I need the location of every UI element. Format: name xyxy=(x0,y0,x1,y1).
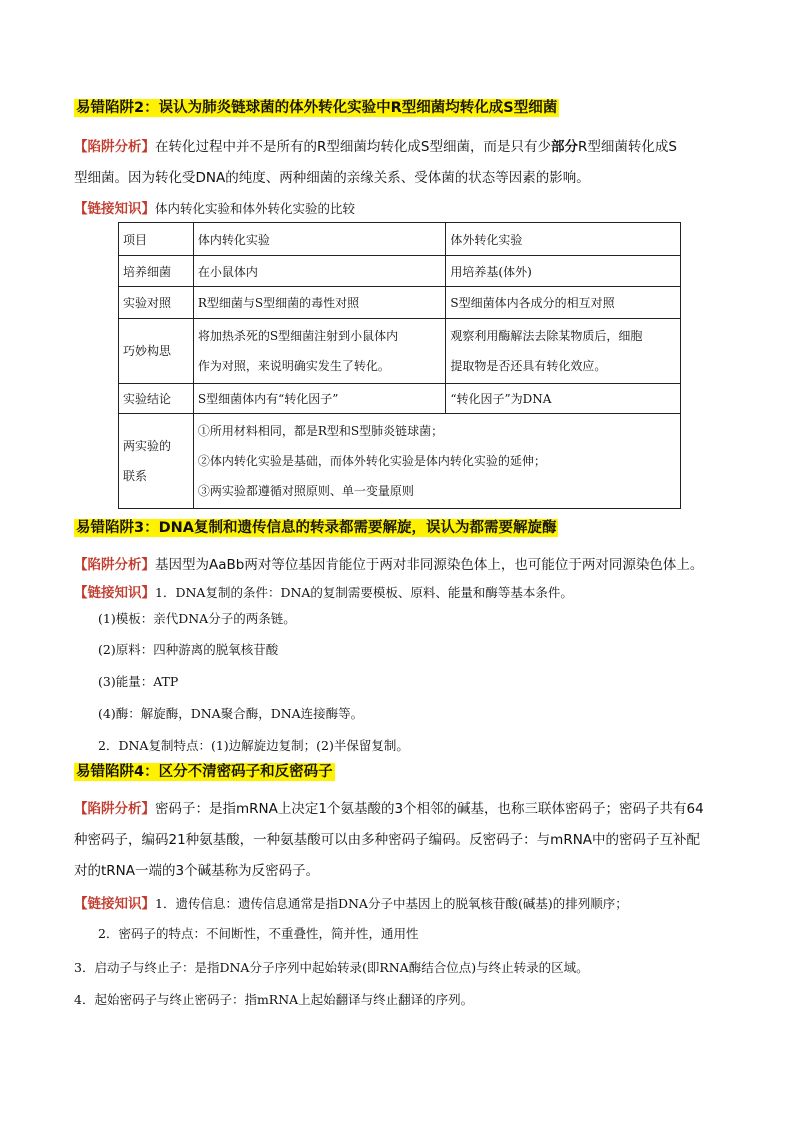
table-cell: S型细菌体内各成分的相互对照 xyxy=(446,287,681,319)
sec3-item: (4)酶：解旋酶，DNA聚合酶，DNA连接酶等。 xyxy=(98,706,364,721)
sec2-analysis-line2: 型细菌。因为转化受DNA的纯度、两种细菌的亲缘关系、受体菌的状态等因素的影响。 xyxy=(74,170,590,186)
table-row xyxy=(119,384,681,414)
comparison-table xyxy=(118,222,681,509)
cell-line: 观察利用酶解法去除某物质后，细胞 xyxy=(450,329,643,343)
sec2-analysis-l1a: 在转化过程中并不是所有的R型细菌均转化成S型细菌，而是只有少 xyxy=(155,139,551,155)
sec2-title-text: 易错陷阱2：误认为肺炎链球菌的体外转化实验中R型细菌均转化成S型细菌 xyxy=(76,100,558,116)
table-cell: “转化因子”为DNA xyxy=(446,384,681,414)
sec3-title xyxy=(74,516,558,537)
sec4-link-text: 1．遗传信息：遗传信息通常是指DNA分子中基因上的脱氧核苷酸(碱基)的排列顺序； xyxy=(155,896,628,911)
cell-line: 联系 xyxy=(123,469,148,483)
table-cell: 项目 xyxy=(119,223,194,256)
cell-line: 两实验的 xyxy=(123,439,172,453)
sec4-link-line xyxy=(74,892,628,912)
sec3-title-text: 易错陷阱3：DNA复制和遗传信息的转录都需要解旋，误认为都需要解旋酶 xyxy=(76,520,557,536)
sec2-analysis-l1b: 部分 xyxy=(550,139,578,155)
table-row xyxy=(119,414,681,509)
sec3-item: 2．DNA复制特点：(1)边解旋边复制；(2)半保留复制。 xyxy=(98,738,409,753)
sec2-title xyxy=(74,96,559,117)
sec4-analysis-tag: 【陷阱分析】 xyxy=(74,801,155,817)
table-row xyxy=(119,223,681,256)
cell-line: 提取物是否还具有转化效应。 xyxy=(450,359,607,373)
sec4-analysis-line3: 对的tRNA一端的3个碱基称为反密码子。 xyxy=(74,863,320,879)
sec4-title-text: 易错陷阱4：区分不清密码子和反密码子 xyxy=(76,764,333,780)
sec3-item: (1)模板：亲代DNA分子的两条链。 xyxy=(98,611,296,626)
table-row xyxy=(119,319,681,384)
sec4-analysis-line2: 种密码子，编码21种氨基酸，一种氨基酸可以由多种密码子编码。反密码子：与mRNA中的密码子互补配 xyxy=(74,832,701,848)
table-cell: 巧妙构思 xyxy=(119,319,194,384)
table-cell xyxy=(193,319,446,384)
sec4-title xyxy=(74,760,335,781)
sec4-link-tag: 【链接知识】 xyxy=(74,896,155,912)
table-cell: 体内转化实验 xyxy=(193,223,446,256)
table-cell: 在小鼠体内 xyxy=(193,256,446,287)
sec4-analysis-l1: 密码子：是指mRNA上决定1个氨基酸的3个相邻的碱基，也称三联体密码子；密码子共有64 xyxy=(155,801,704,817)
sec2-link-text: 体内转化实验和体外转化实验的比较 xyxy=(155,201,356,216)
sec3-analysis-text: 基因型为AaBb两对等位基因肯能位于两对非同源染色体上，也可能位于两对同源染色体上。 xyxy=(155,557,704,573)
sec2-analysis-tag: 【陷阱分析】 xyxy=(74,139,155,155)
sec3-item: (3)能量：ATP xyxy=(98,674,179,689)
table-cell xyxy=(119,414,194,509)
sec2-analysis-line1 xyxy=(74,135,677,155)
sec4-item: 2．密码子的特点：不间断性，不重叠性，简并性，通用性 xyxy=(98,926,419,941)
sec4-analysis-line1 xyxy=(74,797,704,817)
table-cell: S型细菌体内有“转化因子” xyxy=(193,384,446,414)
sec3-link-tag: 【链接知识】 xyxy=(74,585,155,601)
sec2-analysis-l1c: R型细菌转化成S xyxy=(577,139,677,155)
table-cell: 体外转化实验 xyxy=(446,223,681,256)
sec2-link-tag: 【链接知识】 xyxy=(74,201,155,217)
cell-line: 作为对照，来说明确实发生了转化。 xyxy=(197,359,390,373)
table-row xyxy=(119,256,681,287)
sec3-link-text: 1．DNA复制的条件：DNA的复制需要模板、原料、能量和酶等基本条件。 xyxy=(155,585,573,600)
table-cell: 培养细菌 xyxy=(119,256,194,287)
table-cell: 用培养基(体外) xyxy=(446,256,681,287)
sec3-analysis-line xyxy=(74,553,703,573)
cell-line: ③两实验都遵循对照原则、单一变量原则 xyxy=(197,484,414,498)
cell-line: 将加热杀死的S型细菌注射到小鼠体内 xyxy=(197,329,399,343)
sec4-item: 4．起始密码子与终止密码子：指mRNA上起始翻译与终止翻译的序列。 xyxy=(74,992,474,1007)
table-row xyxy=(119,287,681,319)
sec3-item: (2)原料：四种游离的脱氧核苷酸 xyxy=(98,642,279,657)
table-cell xyxy=(193,414,680,509)
sec3-link-line xyxy=(74,581,573,601)
cell-line: ①所用材料相同，都是R型和S型肺炎链球菌； xyxy=(197,424,444,438)
table-cell: R型细菌与S型细菌的毒性对照 xyxy=(193,287,446,319)
table-cell: 实验结论 xyxy=(119,384,194,414)
sec3-analysis-tag: 【陷阱分析】 xyxy=(74,557,155,573)
cell-line: ②体内转化实验是基础，而体外转化实验是体内转化实验的延伸； xyxy=(197,454,546,468)
table-cell: 实验对照 xyxy=(119,287,194,319)
table-cell xyxy=(446,319,681,384)
sec2-link-line xyxy=(74,197,355,217)
sec4-item: 3．启动子与终止子：是指DNA分子序列中起始转录(即RNA酶结合位点)与终止转录的区域。 xyxy=(74,960,589,975)
